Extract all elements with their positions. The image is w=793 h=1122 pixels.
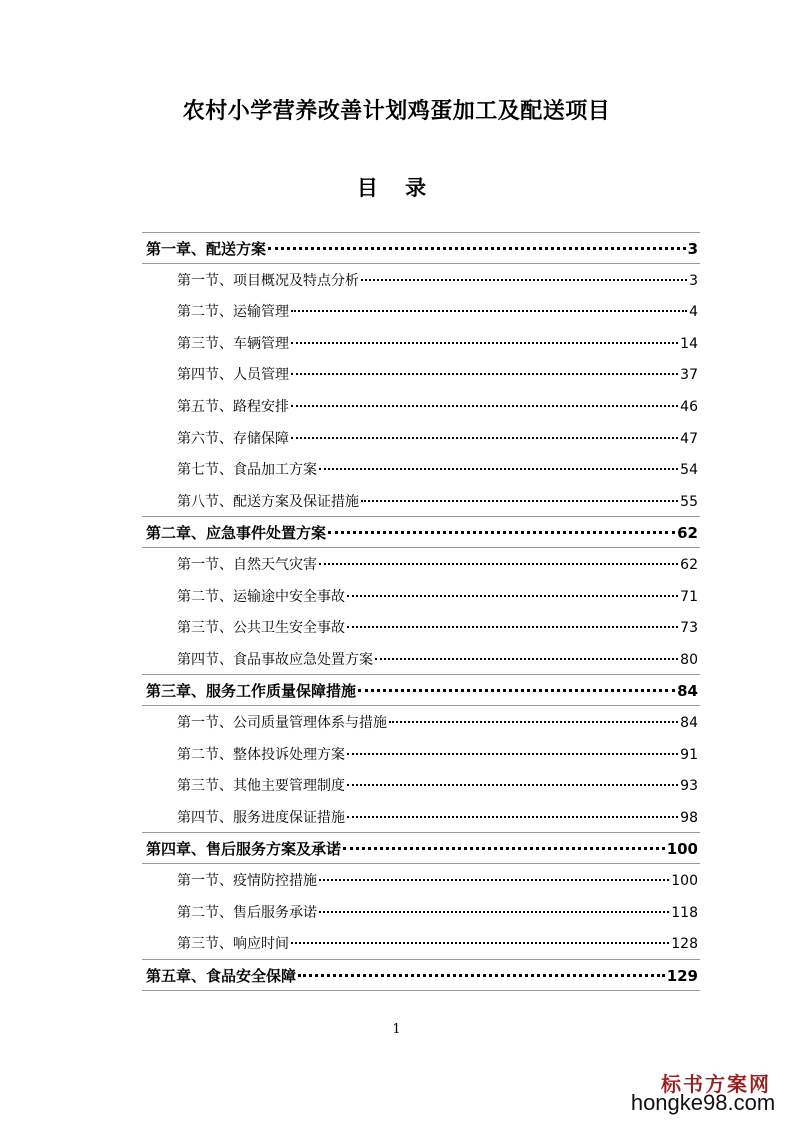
toc-entry-label: 第三节、其他主要管理制度 [177,778,345,794]
toc-entry-page: 118 [671,905,698,921]
toc-dot-leader [343,847,665,850]
toc-entry-page: 55 [680,494,698,510]
toc-entry-page: 91 [680,747,698,763]
toc-dot-leader [319,911,669,913]
toc-entry-page: 3 [689,273,698,289]
toc-section-entry[interactable] [177,902,698,924]
toc-section-entry[interactable] [177,744,698,766]
toc-section-entry[interactable] [177,364,698,386]
chapter-rule-top [142,674,700,675]
toc-dot-leader [328,531,675,534]
chapter-rule-bottom [142,263,700,264]
toc-entry-label: 第八节、配送方案及保证措施 [177,494,359,510]
toc-entry-page: 54 [680,462,698,478]
chapter-rule-bottom [142,863,700,864]
toc-dot-leader [298,974,665,977]
toc-entry-label: 第五章、食品安全保障 [146,967,297,985]
toc-dot-leader [291,310,687,312]
toc-chapter-entry[interactable] [146,965,698,987]
toc-entry-page: 4 [689,304,698,320]
toc-entry-page: 128 [671,936,698,952]
toc-entry-page: 100 [666,840,698,858]
toc-heading: 目 录 [356,176,437,200]
toc-entry-label: 第四章、售后服务方案及承诺 [146,840,342,858]
chapter-rule-top [142,516,700,517]
toc-dot-leader [375,658,678,660]
toc-dot-leader [347,753,678,755]
toc-entry-page: 73 [680,620,698,636]
toc-entry-page: 3 [687,240,698,258]
toc-section-entry[interactable] [177,775,698,797]
toc-entry-label: 第六节、存储保障 [177,431,289,447]
toc-dot-leader [319,468,678,470]
toc-section-entry[interactable] [177,712,698,734]
toc-dot-leader [347,816,678,818]
toc-chapter-entry[interactable] [146,238,698,260]
toc-chapter-entry[interactable] [146,522,698,544]
toc-dot-leader [291,373,678,375]
toc-section-entry[interactable] [177,301,698,323]
chapter-rule-top [142,232,700,233]
toc-entry-page: 46 [680,399,698,415]
toc-entry-label: 第七节、食品加工方案 [177,462,317,478]
toc-section-entry[interactable] [177,807,698,829]
toc-section-entry[interactable] [177,554,698,576]
toc-entry-page: 93 [680,778,698,794]
toc-dot-leader [291,405,678,407]
toc-entry-page: 71 [680,589,698,605]
toc-dot-leader [347,626,678,628]
toc-section-entry[interactable] [177,586,698,608]
toc-entry-label: 第三节、响应时间 [177,936,289,952]
toc-dot-leader [358,689,675,692]
toc-section-entry[interactable] [177,491,698,513]
toc-section-entry[interactable] [177,428,698,450]
toc-entry-label: 第二节、整体投诉处理方案 [177,747,345,763]
toc-entry-label: 第二节、运输管理 [177,304,289,320]
toc-dot-leader [361,500,678,502]
toc-dot-leader [291,437,678,439]
toc-entry-page: 14 [680,336,698,352]
toc-section-entry[interactable] [177,870,698,892]
toc-dot-leader [319,563,678,565]
toc-section-entry[interactable] [177,649,698,671]
toc-chapter-entry[interactable] [146,680,698,702]
chapter-rule-top [142,832,700,833]
toc-entry-label: 第二节、运输途中安全事故 [177,589,345,605]
toc-dot-leader [291,342,678,344]
page-number: 1 [392,1022,401,1037]
chapter-rule-bottom [142,990,700,991]
toc-entry-label: 第三节、车辆管理 [177,336,289,352]
document-title: 农村小学营养改善计划鸡蛋加工及配送项目 [182,99,611,124]
toc-entry-page: 84 [680,715,698,731]
toc-entry-label: 第三节、公共卫生安全事故 [177,620,345,636]
toc-entry-label: 第一节、项目概况及特点分析 [177,273,359,289]
toc-entry-label: 第五节、路程安排 [177,399,289,415]
toc-entry-label: 第三章、服务工作质量保障措施 [146,682,357,700]
toc-section-entry[interactable] [177,396,698,418]
toc-entry-label: 第一节、自然天气灾害 [177,557,317,573]
toc-entry-page: 80 [680,652,698,668]
toc-section-entry[interactable] [177,617,698,639]
toc-dot-leader [347,595,678,597]
chapter-rule-bottom [142,705,700,706]
toc-dot-leader [268,247,686,250]
toc-section-entry[interactable] [177,459,698,481]
toc-entry-page: 62 [677,524,698,542]
toc-entry-label: 第四节、食品事故应急处置方案 [177,652,373,668]
chapter-rule-top [142,959,700,960]
toc-chapter-entry[interactable] [146,838,698,860]
toc-dot-leader [347,784,678,786]
chapter-rule-bottom [142,547,700,548]
toc-section-entry[interactable] [177,270,698,292]
toc-entry-page: 84 [677,682,698,700]
toc-dot-leader [291,942,669,944]
toc-section-entry[interactable] [177,933,698,955]
toc-entry-label: 第一节、公司质量管理体系与措施 [177,715,387,731]
toc-dot-leader [389,721,678,723]
toc-entry-page: 37 [680,367,698,383]
toc-entry-label: 第一章、配送方案 [146,240,267,258]
toc-entry-page: 100 [671,873,698,889]
toc-entry-page: 62 [680,557,698,573]
toc-entry-label: 第四节、人员管理 [177,367,289,383]
toc-dot-leader [361,279,687,281]
toc-dot-leader [319,879,669,881]
toc-entry-page: 129 [666,967,698,985]
toc-entry-page: 47 [680,431,698,447]
toc-entry-label: 第二节、售后服务承诺 [177,905,317,921]
toc-section-entry[interactable] [177,333,698,355]
watermark-url: hongke98.com [630,1090,776,1115]
toc-entry-page: 98 [680,810,698,826]
toc-entry-label: 第四节、服务进度保证措施 [177,810,345,826]
toc-entry-label: 第二章、应急事件处置方案 [146,524,327,542]
toc-entry-label: 第一节、疫情防控措施 [177,873,317,889]
watermark-logo-text: 标书方案网 [661,1072,771,1096]
